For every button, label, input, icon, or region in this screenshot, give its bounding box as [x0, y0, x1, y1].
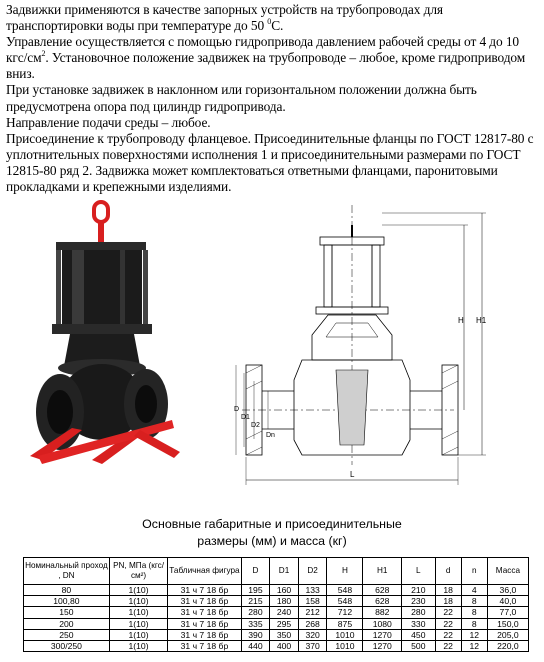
table-cell: 158 — [298, 596, 327, 607]
table-cell: 8 — [461, 607, 487, 618]
table-header-cell: H — [327, 558, 363, 585]
table-cell: 220,0 — [487, 640, 528, 651]
table-header-cell: Табличная фигура — [168, 558, 241, 585]
table-cell: 8 — [461, 596, 487, 607]
table-header-cell: n — [461, 558, 487, 585]
table-cell: 712 — [327, 607, 363, 618]
table-cell: 390 — [241, 629, 270, 640]
dim-h1-label: H1 — [476, 316, 487, 325]
table-cell: 1(10) — [109, 607, 167, 618]
table-cell: 210 — [402, 585, 436, 596]
table-header-cell: PN, МПа (кгс/см²) — [109, 558, 167, 585]
dim-l-label: L — [350, 470, 355, 479]
table-cell: 335 — [241, 618, 270, 629]
table-header-cell: L — [402, 558, 436, 585]
table-cell: 8 — [461, 618, 487, 629]
table-cell: 18 — [435, 585, 461, 596]
table-title: Основные габаритные и присоединительные размеры (мм) и масса (кг) — [142, 517, 402, 548]
table-cell: 36,0 — [487, 585, 528, 596]
table-row — [24, 618, 529, 629]
table-cell: 22 — [435, 607, 461, 618]
table-row — [24, 629, 529, 640]
table-cell: 200 — [24, 618, 110, 629]
dim-h-label: H — [458, 316, 464, 325]
table-cell: 1010 — [327, 629, 363, 640]
table-header-cell: D1 — [270, 558, 299, 585]
table-cell: 31 ч 7 18 бр — [168, 629, 241, 640]
table-header-cell: d — [435, 558, 461, 585]
table-cell: 320 — [298, 629, 327, 640]
table-cell: 12 — [461, 629, 487, 640]
table-cell: 875 — [327, 618, 363, 629]
table-cell: 400 — [270, 640, 299, 651]
table-cell: 22 — [435, 618, 461, 629]
paragraph-application: Задвижки применяются в качестве запорных устройств на трубопроводах для транспортировки воды при температуре до 50 $^0$С. — [6, 2, 443, 34]
table-cell: 280 — [241, 607, 270, 618]
table-cell: 180 — [270, 596, 299, 607]
table-cell: 280 — [402, 607, 436, 618]
table-cell: 1(10) — [109, 629, 167, 640]
table-cell: 22 — [435, 629, 461, 640]
table-cell: 31 ч 7 18 бр — [168, 585, 241, 596]
table-header-row — [24, 558, 529, 585]
table-cell: 4 — [461, 585, 487, 596]
table-cell: 240 — [270, 607, 299, 618]
table-header-cell: D — [241, 558, 270, 585]
table-cell: 230 — [402, 596, 436, 607]
description-text — [6, 2, 542, 195]
table-cell: 548 — [327, 596, 363, 607]
table-cell: 1(10) — [109, 596, 167, 607]
table-cell: 160 — [270, 585, 299, 596]
table-cell: 1(10) — [109, 585, 167, 596]
table-cell: 31 ч 7 18 бр — [168, 596, 241, 607]
table-cell: 268 — [298, 618, 327, 629]
dim-d-label: D — [234, 406, 240, 413]
table-cell: 1270 — [363, 629, 402, 640]
table-cell: 1270 — [363, 640, 402, 651]
table-row — [24, 596, 529, 607]
table-cell: 40,0 — [487, 596, 528, 607]
table-header-cell: Номинальный проход , DN — [24, 558, 110, 585]
table-cell: 100,80 — [24, 596, 110, 607]
table-cell: 12 — [461, 640, 487, 651]
table-cell: 548 — [327, 585, 363, 596]
table-header-cell: Масса — [487, 558, 528, 585]
table-cell: 295 — [270, 618, 299, 629]
dimensions-table — [23, 557, 529, 652]
table-cell: 350 — [270, 629, 299, 640]
dim-d1-label: D1 — [241, 414, 250, 421]
dim-d2-label: D2 — [251, 422, 260, 429]
table-cell: 330 — [402, 618, 436, 629]
valve-section-drawing — [232, 205, 532, 495]
table-cell: 31 ч 7 18 бр — [168, 640, 241, 651]
paragraph-installation: При установке задвижек в наклонном или горизонтальном положении должна быть предусмотрена опора под цилиндр гидропривода. — [6, 82, 477, 114]
table-cell: 212 — [298, 607, 327, 618]
table-cell: 882 — [363, 607, 402, 618]
table-cell: 195 — [241, 585, 270, 596]
table-cell: 77,0 — [487, 607, 528, 618]
table-cell: 450 — [402, 629, 436, 640]
table-row — [24, 640, 529, 651]
table-cell: 133 — [298, 585, 327, 596]
valve-photo — [22, 198, 198, 468]
table-cell: 150,0 — [487, 618, 528, 629]
table-cell: 1(10) — [109, 618, 167, 629]
table-cell: 628 — [363, 596, 402, 607]
table-cell: 31 ч 7 18 бр — [168, 618, 241, 629]
table-cell: 628 — [363, 585, 402, 596]
table-cell: 31 ч 7 18 бр — [168, 607, 241, 618]
table-cell: 370 — [298, 640, 327, 651]
table-cell: 215 — [241, 596, 270, 607]
table-cell: 440 — [241, 640, 270, 651]
table-cell: 500 — [402, 640, 436, 651]
table-row — [24, 585, 529, 596]
table-header-cell: D2 — [298, 558, 327, 585]
dim-dn-label: Dn — [266, 432, 275, 439]
table-cell: 22 — [435, 640, 461, 651]
table-cell: 1010 — [327, 640, 363, 651]
table-cell: 205,0 — [487, 629, 528, 640]
table-cell: 300/250 — [24, 640, 110, 651]
table-cell: 1(10) — [109, 640, 167, 651]
paragraph-connection: Присоединение к трубопроводу фланцевое. Присоединительные фланцы по ГОСТ 12817-80 с уплотнительных поверхностями исполнения 1 и присоединительными размерами по ГОСТ 12815-80 ряд 2. Задвижка может комплектоваться ответными фланцами, паронитовыми прокладками и крепежными изделиями. — [6, 130, 534, 195]
table-header-cell: H1 — [363, 558, 402, 585]
paragraph-control: Управление осуществляется с помощью гидропривода давлением рабочей среды от 4 до 10 кгс/$см^2$. Установочное положение задвижек на трубопроводе – любое, кроме гидроприводом вниз. — [6, 34, 526, 82]
paragraph-flow-direction: Направление подачи среды – любое. — [6, 114, 211, 130]
table-cell: 250 — [24, 629, 110, 640]
table-cell: 1080 — [363, 618, 402, 629]
table-row — [24, 607, 529, 618]
table-cell: 80 — [24, 585, 110, 596]
table-cell: 18 — [435, 596, 461, 607]
table-cell: 150 — [24, 607, 110, 618]
